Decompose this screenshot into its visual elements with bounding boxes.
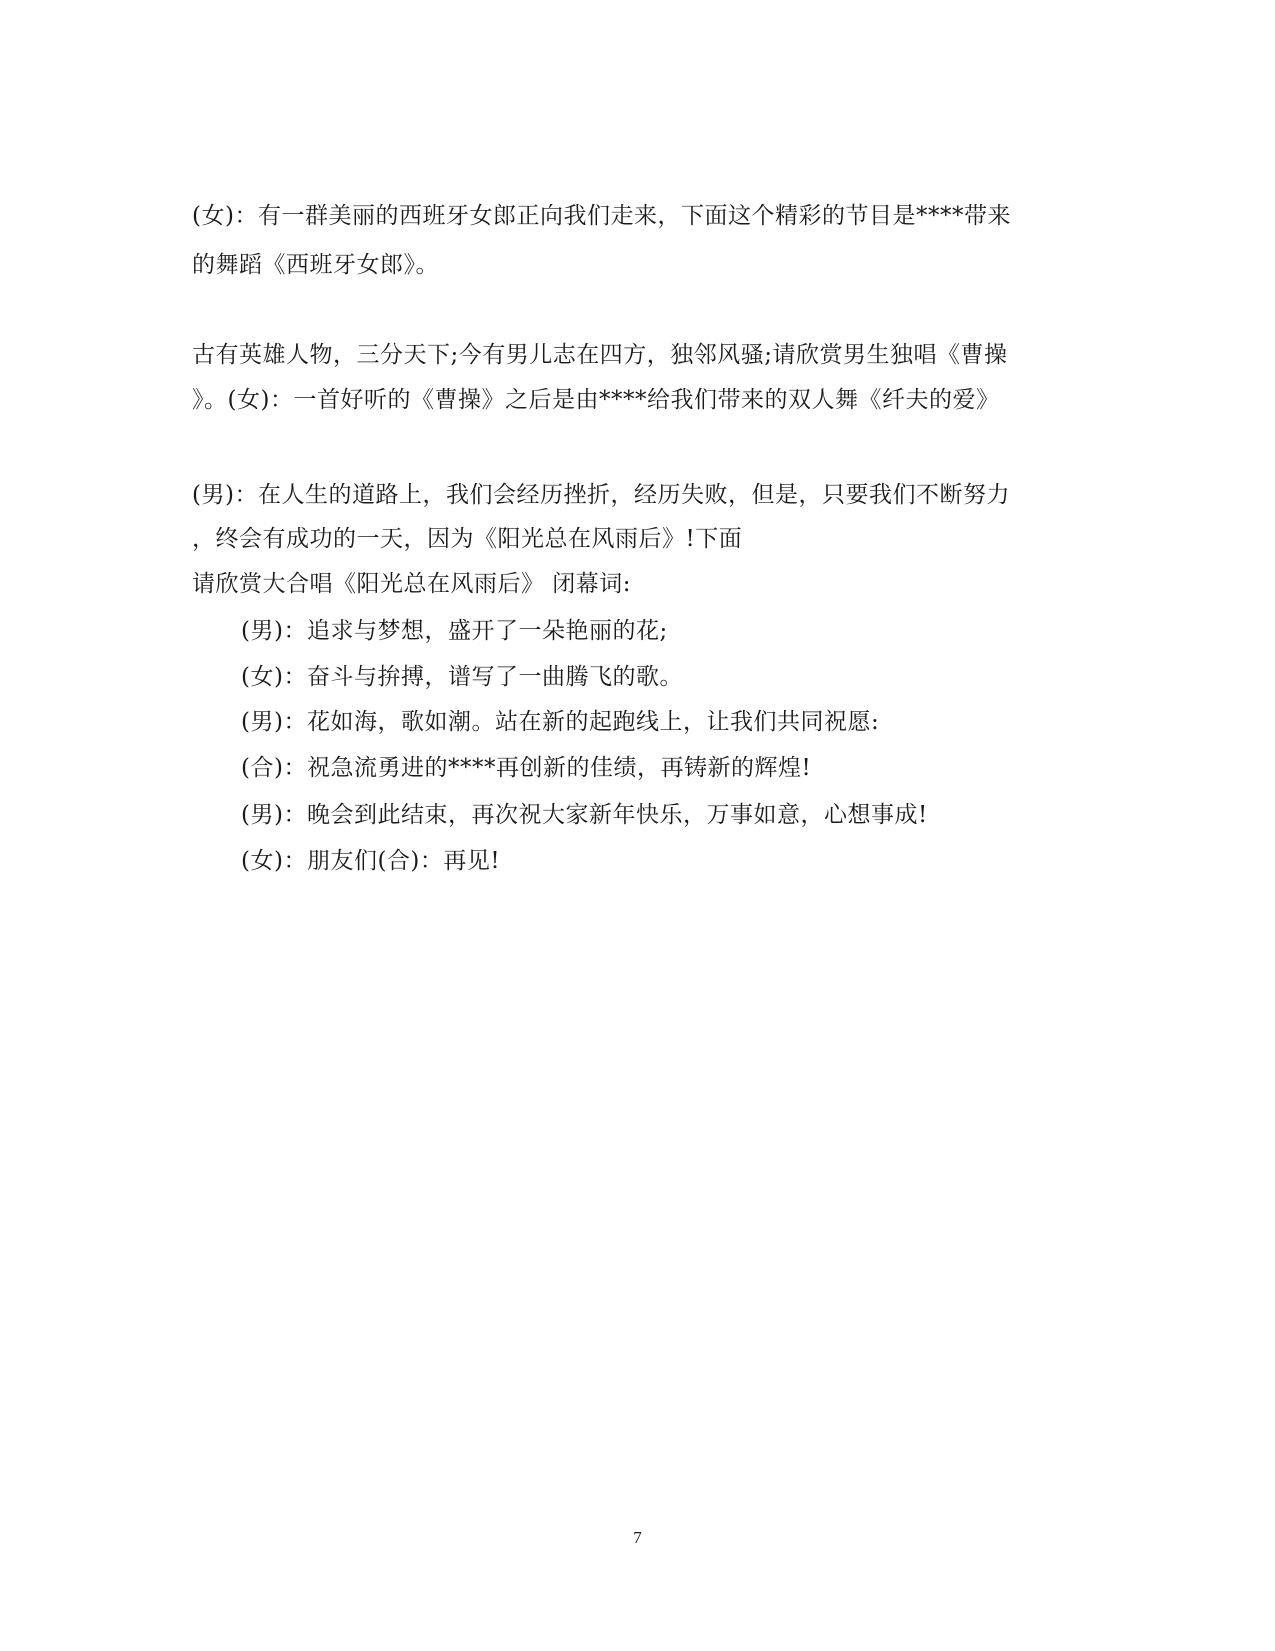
paragraph-3-line-3: 请欣赏大合唱《阳光总在风雨后》 闭幕词: — [192, 571, 632, 597]
paragraph-3-line-2: ，终会有成功的一天，因为《阳光总在风雨后》!下面 — [192, 526, 743, 552]
closing-line-4: (合)：祝急流勇进的****再创新的佳绩，再铸新的辉煌! — [241, 755, 812, 781]
paragraph-1-line-2: 的舞蹈《西班牙女郎》。 — [192, 252, 439, 278]
closing-line-6: (女)：朋友们(合)：再见! — [241, 848, 501, 874]
page-number: 7 — [633, 1528, 642, 1547]
closing-line-5: (男)：晚会到此结束，再次祝大家新年快乐，万事如意，心想事成! — [241, 802, 928, 828]
paragraph-2-line-1: 古有英雄人物，三分天下;今有男儿志在四方，独邻风骚;请欣赏男生独唱《曹操 — [192, 342, 1008, 368]
paragraph-1-line-1: (女)：有一群美丽的西班牙女郎正向我们走来，下面这个精彩的节目是****带来 — [192, 203, 1011, 229]
paragraph-2-line-2: 》。(女)：一首好听的《曹操》之后是由****给我们带来的双人舞《纤夫的爱》 — [192, 387, 1000, 413]
closing-line-3: (男)：花如海，歌如潮。站在新的起跑线上，让我们共同祝愿: — [241, 709, 880, 735]
closing-line-2: (女)：奋斗与拚搏，谱写了一曲腾飞的歌。 — [241, 664, 683, 690]
closing-line-1: (男)：追求与梦想，盛开了一朵艳丽的花; — [241, 618, 668, 644]
paragraph-3-line-1: (男)：在人生的道路上，我们会经历挫折，经历失败，但是，只要我们不断努力 — [192, 482, 1010, 508]
